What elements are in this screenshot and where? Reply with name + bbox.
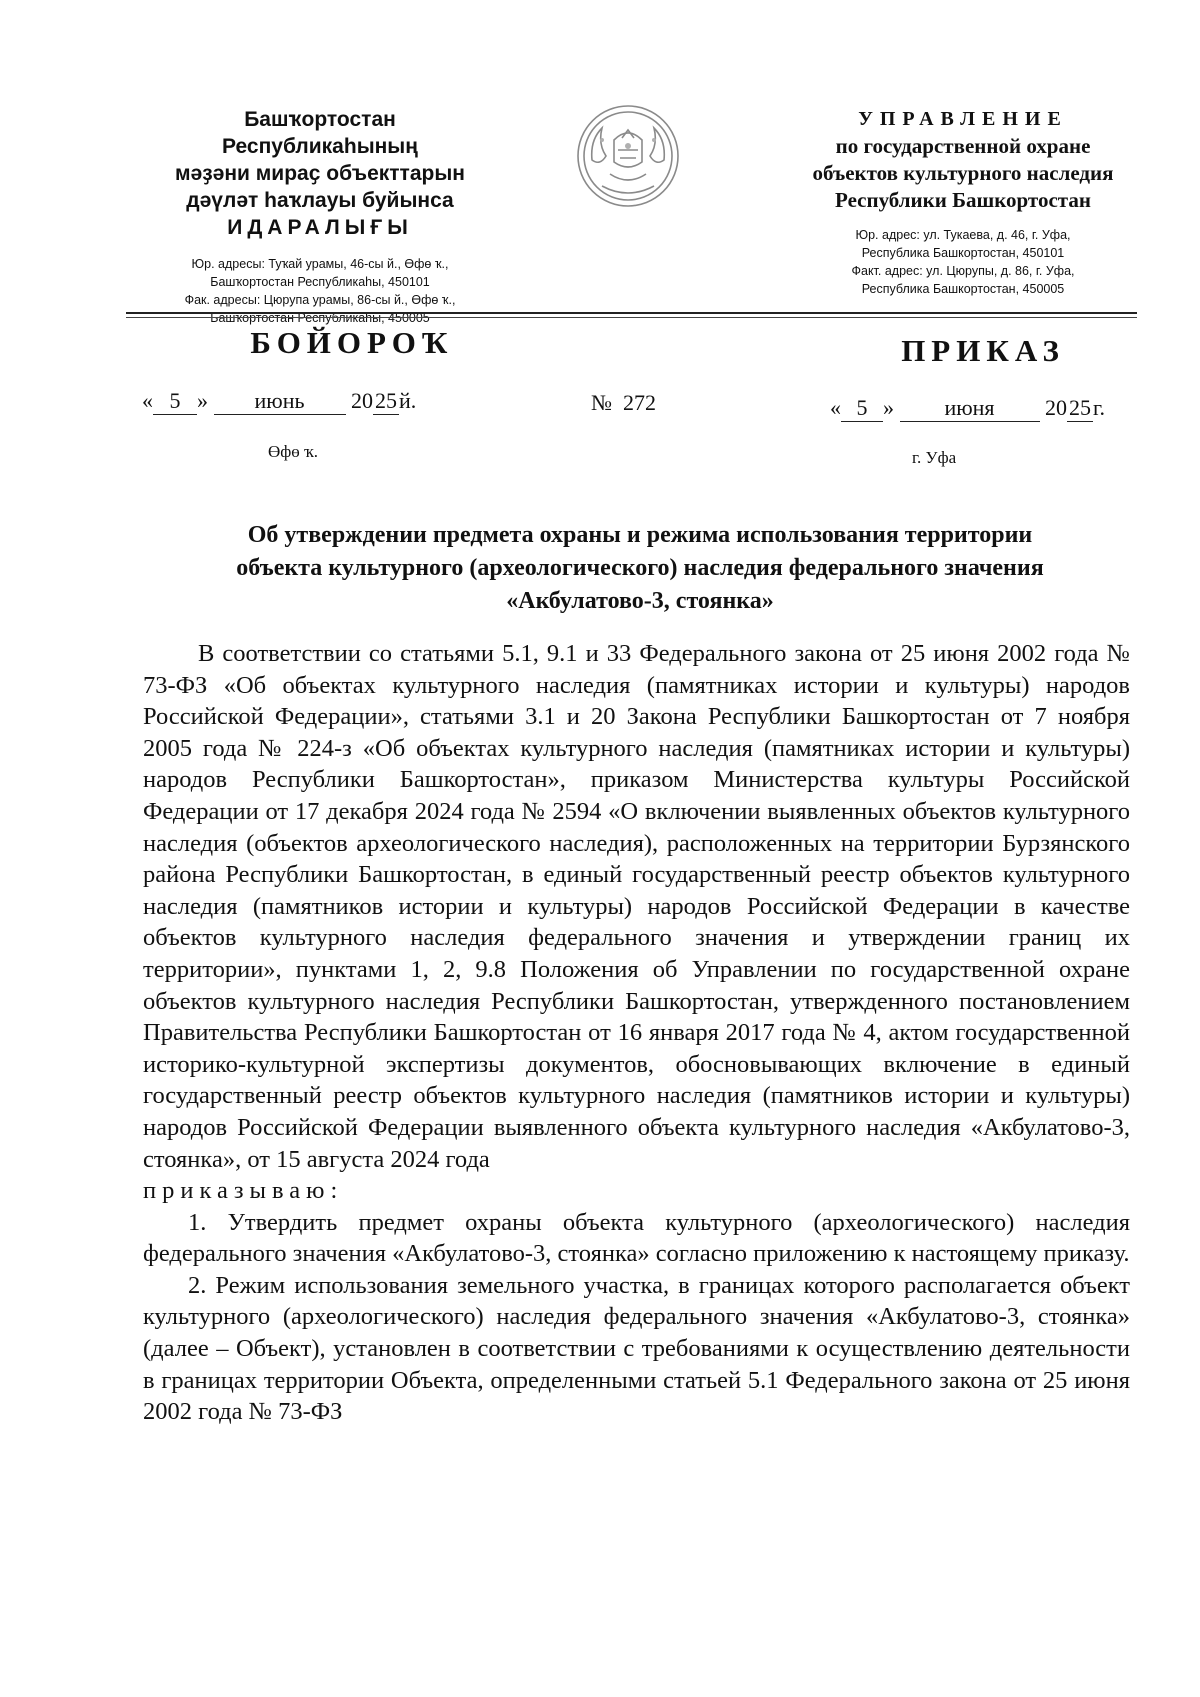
title-line: «Акбулатово-3, стоянка» — [506, 588, 774, 614]
orders-word: приказываю: — [143, 1177, 344, 1205]
quote-close: » — [883, 395, 894, 420]
letterhead-right-line: Республики Башкортостан — [835, 188, 1091, 212]
letterhead-left-org: ИДАРАЛЫҒЫ — [227, 216, 413, 239]
date-day: 5 — [153, 388, 197, 415]
number-sign: № — [591, 390, 612, 415]
bashkortostan-emblem-icon — [572, 100, 684, 212]
date-year-prefix: 20 — [1045, 395, 1067, 420]
preamble-paragraph: В соответствии со статьями 5.1, 9.1 и 33 Федерального закона от 25 июня 2002 года № 73-ФЗ «Об объектах культурного наследия (памятниках истории и культуры) народов Российской Федерации», статьями 3.1 и 20 Закона Республики Башкортостан от 7 ноября 2005 года № 224-з «Об объектах культурного наследия (памятниках истории и культуры) народов Республики Башкортостан», приказом Министерства культуры Российской Федерации от 17 декабря 2024 года № 2594 «О включении выявленных объектов культурного наследия (объектов археологического наследия), расположенных на территории Бурзянского района Республики Башкортостан, в единый государственный реестр объектов культурного наследия (памятников истории и культуры) народов Российской Федерации в качестве объектов культурного наследия федерального значения и утверждении границ их территории», пунктами 1, 2, 9.8 Положения об Управлении по государственной охране объектов культурного наследия Республики Башкортостан, утвержденного постановлением Правительства Республики Башкортостан от 16 января 2017 года № 4, актом государственной историко-культурной экспертизы документов, обосновывающих включение в единый государственный реестр объектов культурного наследия (памятников истории и культуры) народов Российской Федерации выявленного объекта культурного наследия «Акбулатово-3, стоянка», от 15 августа 2024 года — [143, 640, 1130, 1173]
address-line: Республика Башкортостан, 450005 — [861, 282, 1065, 296]
document-number — [591, 390, 656, 416]
doc-kind-bashkir: БОЙОРОҠ — [250, 325, 454, 360]
address-line: Юр. адресы: Туҡай урамы, 46-сы й., Өфө ҡ., — [191, 257, 449, 271]
date-right — [830, 395, 1105, 422]
quote-open: « — [142, 388, 153, 413]
letterhead-right — [788, 106, 1138, 298]
date-suffix: г. — [1093, 395, 1106, 420]
date-suffix: й. — [399, 388, 417, 413]
place-bashkir: Өфө ҡ. — [268, 442, 319, 461]
date-year-suffix: 25 — [375, 388, 397, 413]
date-left — [142, 388, 416, 415]
address-line: Республика Башкортостан, 450101 — [861, 246, 1065, 260]
date-day: 5 — [841, 395, 883, 422]
address-line: Башҡортостан Республикаһы, 450101 — [210, 275, 430, 289]
document-title — [150, 519, 1130, 618]
order-item-1: 1. Утвердить предмет охраны объекта культурного (археологического) наследия федерального значения «Акбулатово-3, стоянка» согласно приложению к настоящему приказу. — [143, 1208, 1130, 1268]
date-year-prefix: 20 — [351, 388, 373, 413]
place-russian: г. Уфа — [912, 448, 957, 467]
date-month: июнь — [214, 388, 346, 415]
header-divider — [126, 312, 1137, 314]
title-line: объекта культурного (археологического) наследия федерального значения — [236, 555, 1044, 581]
date-year-suffix: 25 — [1069, 395, 1091, 420]
letterhead-right-line: по государственной охране — [835, 134, 1091, 158]
address-line: Фак. адресы: Цюрупа урамы, 86-сы й., Өфө ҡ., — [184, 293, 456, 307]
date-month: июня — [900, 395, 1040, 422]
document-body — [143, 638, 1130, 1428]
header-divider-thin — [126, 317, 1137, 318]
letterhead-left — [150, 106, 490, 327]
letterhead-right-line: объектов культурного наследия — [812, 161, 1114, 185]
letterhead-right-org: УПРАВЛЕНИЕ — [858, 108, 1068, 130]
letterhead-left-line: дәүләт һаҡлауы буйынса — [186, 189, 454, 212]
address-line: Башҡортостан Республикаһы, 450005 — [210, 311, 430, 325]
letterhead-left-line: мәҙәни мираҫ объекттарын — [175, 162, 465, 185]
order-item-2: 2. Режим использования земельного участка, в границах которого располагается объект культурного (археологического) наследия федерального значения «Акбулатово-3, стоянка» (далее – Объект), установлен в соответствии с требованиями к осуществлению деятельности в границах территории Объекта, определенными статьей 5.1 Федерального закона от 25 июня 2002 года № 73-ФЗ — [143, 1271, 1130, 1426]
title-line: Об утверждении предмета охраны и режима использования территории — [247, 522, 1033, 548]
letterhead-right-address — [788, 226, 1138, 298]
quote-open: « — [830, 395, 841, 420]
quote-close: » — [197, 388, 208, 413]
doc-kind-russian: ПРИКАЗ — [901, 333, 1065, 368]
address-line: Факт. адрес: ул. Цюрупы, д. 86, г. Уфа, — [851, 264, 1075, 278]
letterhead-left-line: Башҡортостан Республикаһының — [222, 108, 418, 158]
address-line: Юр. адрес: ул. Тукаева, д. 46, г. Уфа, — [855, 228, 1071, 242]
number-value: 272 — [623, 390, 656, 415]
